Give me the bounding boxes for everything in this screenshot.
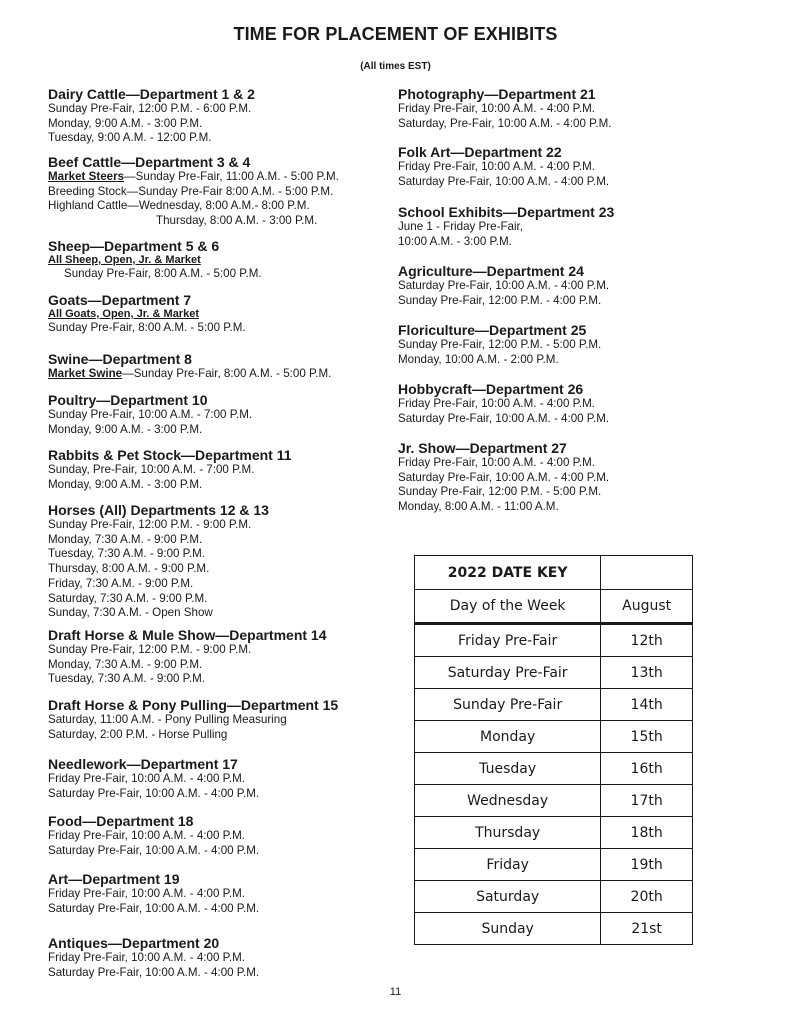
schedule-line: Tuesday, 7:30 A.M. - 9:00 P.M.	[48, 547, 206, 561]
schedule-line: Tuesday, 7:30 A.M. - 9:00 P.M.	[48, 672, 206, 686]
date-key-row	[415, 881, 693, 913]
schedule-line: Friday Pre-Fair, 10:00 A.M. - 4:00 P.M.	[48, 829, 245, 842]
date-key-day: Wednesday	[415, 785, 601, 817]
schedule-line-time: —Sunday Pre-Fair, 11:00 A.M. - 5:00 P.M.	[124, 170, 339, 183]
schedule-line: Friday Pre-Fair, 10:00 A.M. - 4:00 P.M.	[48, 772, 245, 785]
schedule-line: June 1 - Friday Pre-Fair,	[398, 220, 523, 233]
department-block	[48, 351, 331, 382]
date-key-title: 2022 DATE KEY	[415, 556, 601, 590]
department-block	[48, 86, 255, 146]
department-block	[48, 756, 259, 801]
schedule-line: Saturday Pre-Fair, 10:00 A.M. - 4:00 P.M.	[48, 843, 260, 857]
schedule-line: Friday Pre-Fair, 10:00 A.M. - 4:00 P.M.	[398, 102, 595, 115]
date-key-row	[415, 849, 693, 881]
schedule-line: Monday, 7:30 A.M. - 9:00 P.M.	[48, 532, 203, 546]
schedule-line: 10:00 A.M. - 3:00 P.M.	[398, 234, 512, 248]
department-block	[398, 204, 614, 249]
schedule-line: Sunday Pre-Fair, 12:00 P.M. - 5:00 P.M.	[398, 485, 602, 499]
schedule-line: Saturday, Pre-Fair, 10:00 A.M. - 4:00 P.M.	[398, 116, 612, 130]
department-title: Sheep—Department 5 & 6	[48, 238, 220, 254]
date-key-date: 17th	[601, 785, 693, 817]
department-block	[398, 322, 601, 367]
department-title: Draft Horse & Mule Show—Department 14	[48, 627, 327, 643]
schedule-line	[48, 367, 331, 382]
schedule-line: Friday Pre-Fair, 10:00 A.M. - 4:00 P.M.	[398, 456, 595, 469]
department-title: Photography—Department 21	[398, 86, 596, 102]
schedule-line: Sunday Pre-Fair, 12:00 P.M. - 6:00 P.M.	[48, 102, 252, 115]
schedule-line: Friday, 7:30 A.M. - 9:00 P.M.	[48, 576, 194, 590]
schedule-line: Sunday Pre-Fair, 8:00 A.M. - 5:00 P.M.	[48, 321, 246, 334]
schedule-line: Saturday Pre-Fair, 10:00 A.M. - 4:00 P.M.	[48, 901, 260, 915]
date-key-day: Tuesday	[415, 753, 601, 785]
schedule-line: Saturday, 11:00 A.M. - Pony Pulling Measuring	[48, 713, 287, 726]
schedule-line: Monday, 9:00 A.M. - 3:00 P.M.	[48, 422, 203, 436]
date-key-date: 16th	[601, 753, 693, 785]
department-title: Jr. Show—Department 27	[398, 440, 567, 456]
date-key-row	[415, 689, 693, 721]
schedule-line: Friday Pre-Fair, 10:00 A.M. - 4:00 P.M.	[48, 887, 245, 900]
schedule-line: Monday, 9:00 A.M. - 3:00 P.M.	[48, 116, 203, 130]
schedule-line: Sunday Pre-Fair, 12:00 P.M. - 4:00 P.M.	[398, 293, 602, 307]
department-block	[48, 813, 259, 858]
date-key-date: 20th	[601, 881, 693, 913]
schedule-line: Saturday Pre-Fair, 10:00 A.M. - 4:00 P.M.	[398, 174, 610, 188]
department-title: Antiques—Department 20	[48, 935, 220, 951]
schedule-line: Saturday Pre-Fair, 10:00 A.M. - 4:00 P.M.	[398, 279, 610, 292]
schedule-line: Sunday, 7:30 A.M. - Open Show	[48, 606, 213, 620]
department-subhead: All Sheep, Open, Jr. & Market	[48, 254, 201, 266]
department-title: Agriculture—Department 24	[398, 263, 584, 279]
department-block	[48, 238, 262, 282]
schedule-line: Sunday Pre-Fair, 12:00 P.M. - 9:00 P.M.	[48, 643, 252, 656]
date-key-header-month: August	[601, 590, 693, 624]
date-key-row	[415, 817, 693, 849]
department-block	[48, 392, 252, 437]
department-block	[48, 292, 246, 336]
department-block	[48, 502, 269, 621]
schedule-line: Monday, 7:30 A.M. - 9:00 P.M.	[48, 657, 203, 671]
schedule-line-category: Market Steers	[48, 170, 125, 183]
schedule-line: Saturday, 2:00 P.M. - Horse Pulling	[48, 727, 228, 741]
date-key-row	[415, 913, 693, 945]
schedule-line: Friday Pre-Fair, 10:00 A.M. - 4:00 P.M.	[398, 160, 595, 173]
date-key-date: 18th	[601, 817, 693, 849]
page-title: TIME FOR PLACEMENT OF EXHIBITS	[233, 24, 558, 44]
schedule-line: Friday Pre-Fair, 10:00 A.M. - 4:00 P.M.	[398, 397, 595, 410]
date-key-table	[414, 555, 693, 945]
department-title: Hobbycraft—Department 26	[398, 381, 584, 397]
schedule-line: Sunday Pre-Fair, 12:00 P.M. - 5:00 P.M.	[398, 338, 602, 351]
department-block	[398, 144, 609, 189]
schedule-line: Sunday, Pre-Fair, 10:00 A.M. - 7:00 P.M.	[48, 463, 255, 476]
department-block	[48, 154, 339, 229]
schedule-line	[48, 170, 339, 185]
date-key-day: Sunday	[415, 913, 601, 945]
date-key-date: 15th	[601, 721, 693, 753]
timezone-note: (All times EST)	[360, 61, 431, 72]
schedule-line: Sunday Pre-Fair, 12:00 P.M. - 9:00 P.M.	[48, 518, 252, 531]
schedule-line: Highland Cattle—Wednesday, 8:00 A.M.- 8:00 P.M.	[48, 199, 310, 213]
schedule-line: Saturday Pre-Fair, 10:00 A.M. - 4:00 P.M.	[48, 786, 260, 800]
department-block	[48, 871, 259, 916]
department-title: Rabbits & Pet Stock—Department 11	[48, 447, 292, 463]
department-block	[48, 935, 259, 980]
date-key-day: Friday	[415, 849, 601, 881]
department-block	[398, 263, 609, 308]
schedule-line: Friday Pre-Fair, 10:00 A.M. - 4:00 P.M.	[48, 951, 245, 964]
department-title: Needlework—Department 17	[48, 756, 238, 772]
department-title: Beef Cattle—Department 3 & 4	[48, 154, 251, 170]
date-key-date: 12th	[601, 624, 693, 657]
department-title: Draft Horse & Pony Pulling—Department 15	[48, 697, 339, 713]
date-key-row	[415, 657, 693, 689]
schedule-line: Saturday Pre-Fair, 10:00 A.M. - 4:00 P.M.	[398, 470, 610, 484]
schedule-line: Saturday Pre-Fair, 10:00 A.M. - 4:00 P.M.	[398, 411, 610, 425]
schedule-line: Tuesday, 9:00 A.M. - 12:00 P.M.	[48, 131, 212, 145]
schedule-line: Thursday, 8:00 A.M. - 9:00 P.M.	[48, 562, 210, 576]
department-block	[48, 627, 327, 687]
date-key-row	[415, 753, 693, 785]
date-key-header-row	[415, 590, 693, 624]
schedule-line: Saturday Pre-Fair, 10:00 A.M. - 4:00 P.M.	[48, 965, 260, 979]
date-key-day: Saturday Pre-Fair	[415, 657, 601, 689]
department-title: Floriculture—Department 25	[398, 322, 587, 338]
schedule-line-time: —Sunday Pre-Fair, 8:00 A.M. - 5:00 P.M.	[122, 367, 332, 380]
date-key-header-day: Day of the Week	[415, 590, 601, 624]
date-key-date: 19th	[601, 849, 693, 881]
department-block	[48, 447, 292, 492]
department-title: Horses (All) Departments 12 & 13	[48, 502, 269, 518]
department-title: School Exhibits—Department 23	[398, 204, 615, 220]
department-block	[398, 440, 609, 515]
department-title: Folk Art—Department 22	[398, 144, 562, 160]
department-title: Poultry—Department 10	[48, 392, 208, 408]
date-key-day: Sunday Pre-Fair	[415, 689, 601, 721]
date-key-row	[415, 785, 693, 817]
date-key-day: Friday Pre-Fair	[415, 624, 601, 657]
schedule-line: Thursday, 8:00 A.M. - 3:00 P.M.	[156, 214, 318, 228]
department-title: Goats—Department 7	[48, 292, 192, 308]
date-key-date: 21st	[601, 913, 693, 945]
schedule-line: Monday, 8:00 A.M. - 11:00 A.M.	[398, 500, 559, 514]
date-key-title-row	[415, 556, 693, 590]
department-subhead: All Goats, Open, Jr. & Market	[48, 308, 199, 320]
page-number: 11	[389, 986, 402, 998]
department-title: Art—Department 19	[48, 871, 180, 887]
department-title: Dairy Cattle—Department 1 & 2	[48, 86, 255, 102]
date-key-row	[415, 624, 693, 657]
department-block	[48, 697, 338, 742]
date-key-date: 14th	[601, 689, 693, 721]
date-key-day: Thursday	[415, 817, 601, 849]
department-title: Swine—Department 8	[48, 351, 192, 367]
department-block	[398, 381, 609, 426]
date-key-date: 13th	[601, 657, 693, 689]
schedule-line: Sunday Pre-Fair, 10:00 A.M. - 7:00 P.M.	[48, 408, 253, 421]
schedule-line: Saturday, 7:30 A.M. - 9:00 P.M.	[48, 591, 208, 605]
date-key-row	[415, 721, 693, 753]
date-key-title-blank	[601, 556, 693, 590]
date-key-day: Monday	[415, 721, 601, 753]
schedule-line: Sunday Pre-Fair, 8:00 A.M. - 5:00 P.M.	[64, 267, 262, 280]
department-block	[398, 86, 612, 131]
date-key-day: Saturday	[415, 881, 601, 913]
schedule-line: Monday, 10:00 A.M. - 2:00 P.M.	[398, 352, 559, 366]
schedule-line-category: Market Swine	[48, 367, 123, 380]
schedule-line: Breeding Stock—Sunday Pre-Fair 8:00 A.M. - 5:00 P.M.	[48, 184, 334, 198]
schedule-line: Monday, 9:00 A.M. - 3:00 P.M.	[48, 477, 203, 491]
department-title: Food—Department 18	[48, 813, 194, 829]
